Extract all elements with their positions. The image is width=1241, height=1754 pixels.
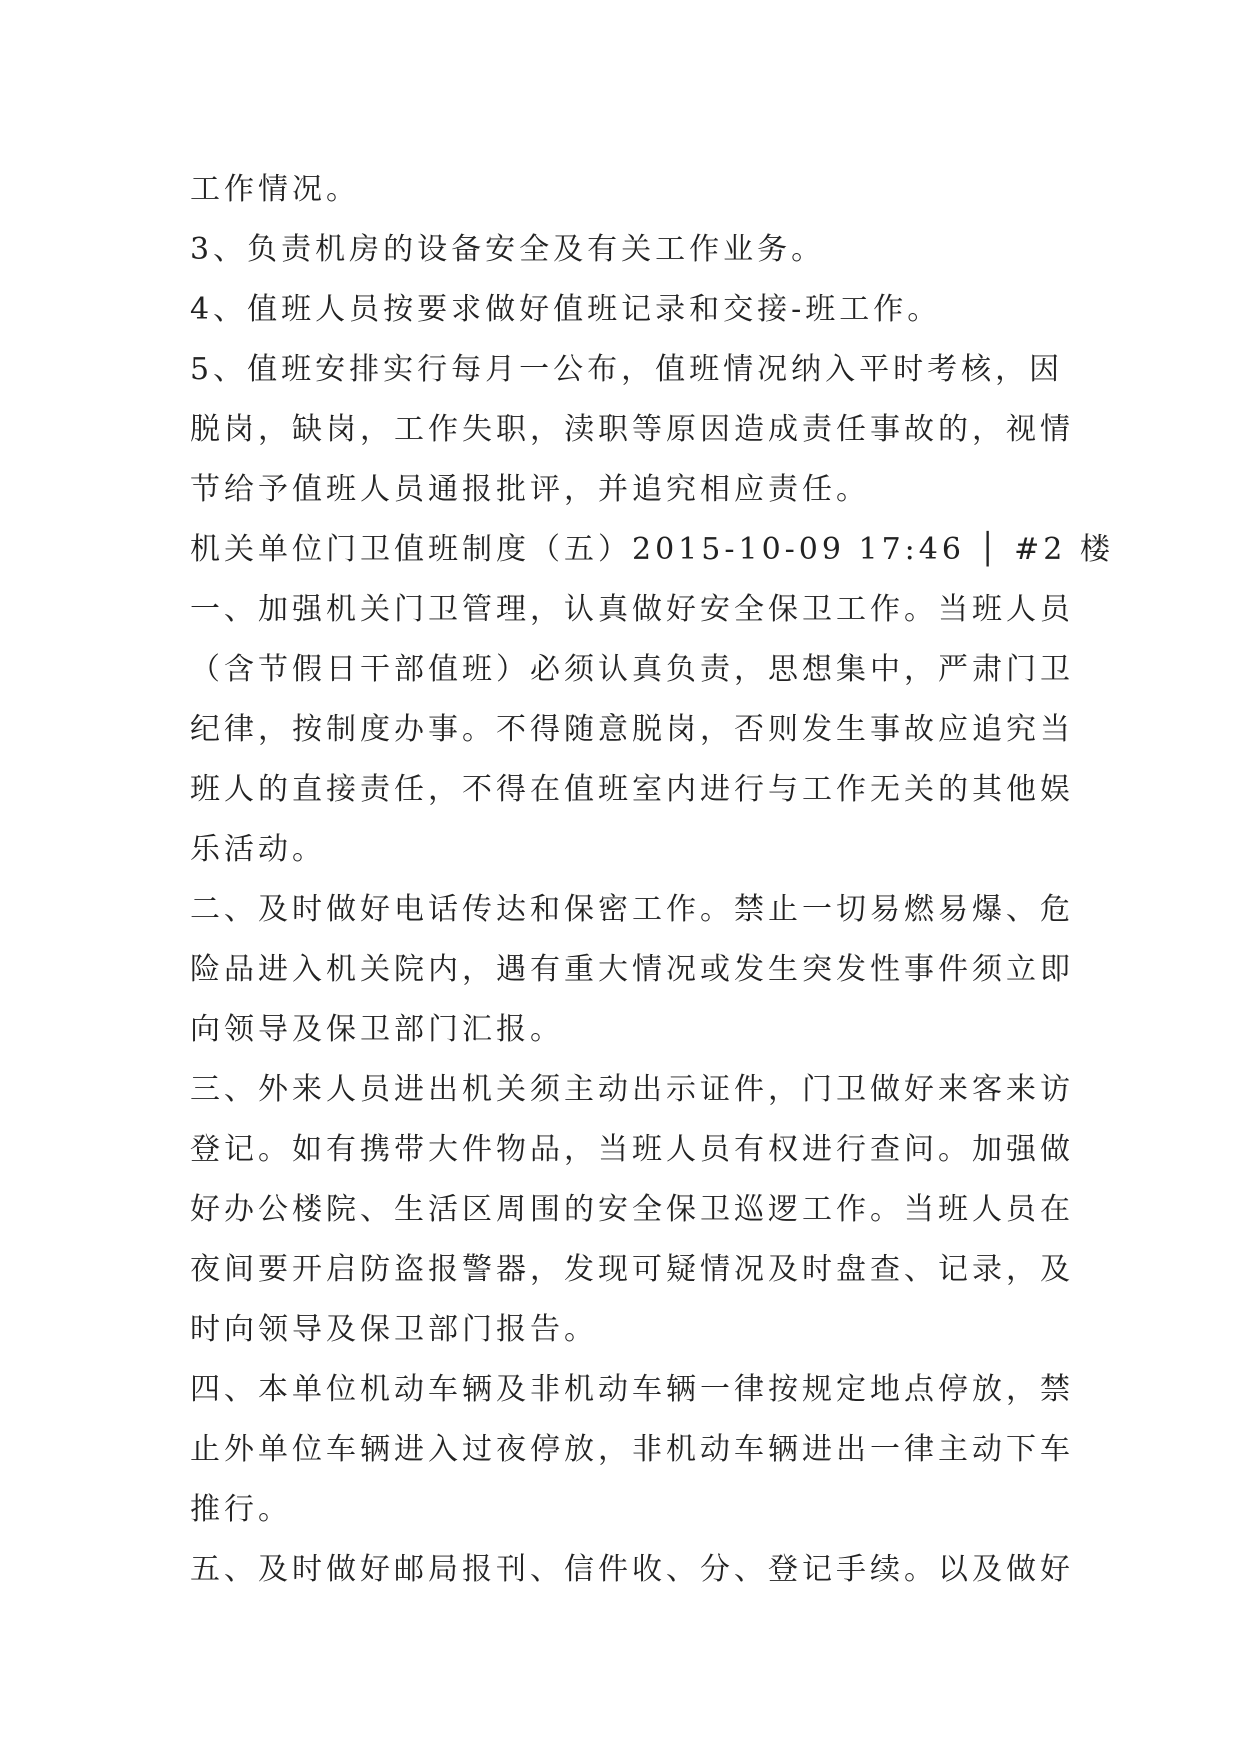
document-body [190,160,1114,1600]
text-line-10: 纪律，按制度办事。不得随意脱岗，否则发生事故应追究当 [190,712,1074,747]
text-line-14: 险品进入机关院内，遇有重大情况或发生突发性事件须立即 [190,952,1074,987]
text-line-17: 登记。如有携带大件物品，当班人员有权进行查问。加强做 [190,1132,1074,1167]
text-line-13: 二、及时做好电话传达和保密工作。禁止一切易燃易爆、危 [190,892,1074,927]
text-line-1: 工作情况。 [190,172,360,207]
text-line-23: 推行。 [190,1492,292,1527]
text-line-4: 5、值班安排实行每月一公布，值班情况纳入平时考核，因 [190,352,1064,387]
text-line-2: 3、负责机房的设备安全及有关工作业务。 [190,232,826,267]
text-line-8: 一、加强机关门卫管理，认真做好安全保卫工作。当班人员 [190,592,1074,627]
text-line-9: （含节假日干部值班）必须认真负责，思想集中，严肃门卫 [190,652,1074,687]
text-line-6: 节给予值班人员通报批评，并追究相应责任。 [190,472,870,507]
text-line-16: 三、外来人员进出机关须主动出示证件，门卫做好来客来访 [190,1072,1074,1107]
text-line-5: 脱岗，缺岗，工作失职，渎职等原因造成责任事故的，视情 [190,412,1074,447]
text-line-21: 四、本单位机动车辆及非机动车辆一律按规定地点停放，禁 [190,1372,1074,1407]
text-line-24: 五、及时做好邮局报刊、信件收、分、登记手续。以及做好 [190,1552,1074,1587]
text-line-19: 夜间要开启防盗报警器，发现可疑情况及时盘查、记录，及 [190,1252,1074,1287]
text-line-22: 止外单位车辆进入过夜停放，非机动车辆进出一律主动下车 [190,1432,1074,1467]
text-line-20: 时向领导及保卫部门报告。 [190,1312,598,1347]
text-line-18: 好办公楼院、生活区周围的安全保卫巡逻工作。当班人员在 [190,1192,1074,1227]
text-line-11: 班人的直接责任，不得在值班室内进行与工作无关的其他娱 [190,772,1074,807]
text-line-12: 乐活动。 [190,832,326,867]
text-line-15: 向领导及保卫部门汇报。 [190,1012,564,1047]
text-line-3: 4、值班人员按要求做好值班记录和交接-班工作。 [190,292,942,327]
post-header-line: 机关单位门卫值班制度（五）2015-10-09 17:46 │ #2 楼 [190,532,1114,567]
